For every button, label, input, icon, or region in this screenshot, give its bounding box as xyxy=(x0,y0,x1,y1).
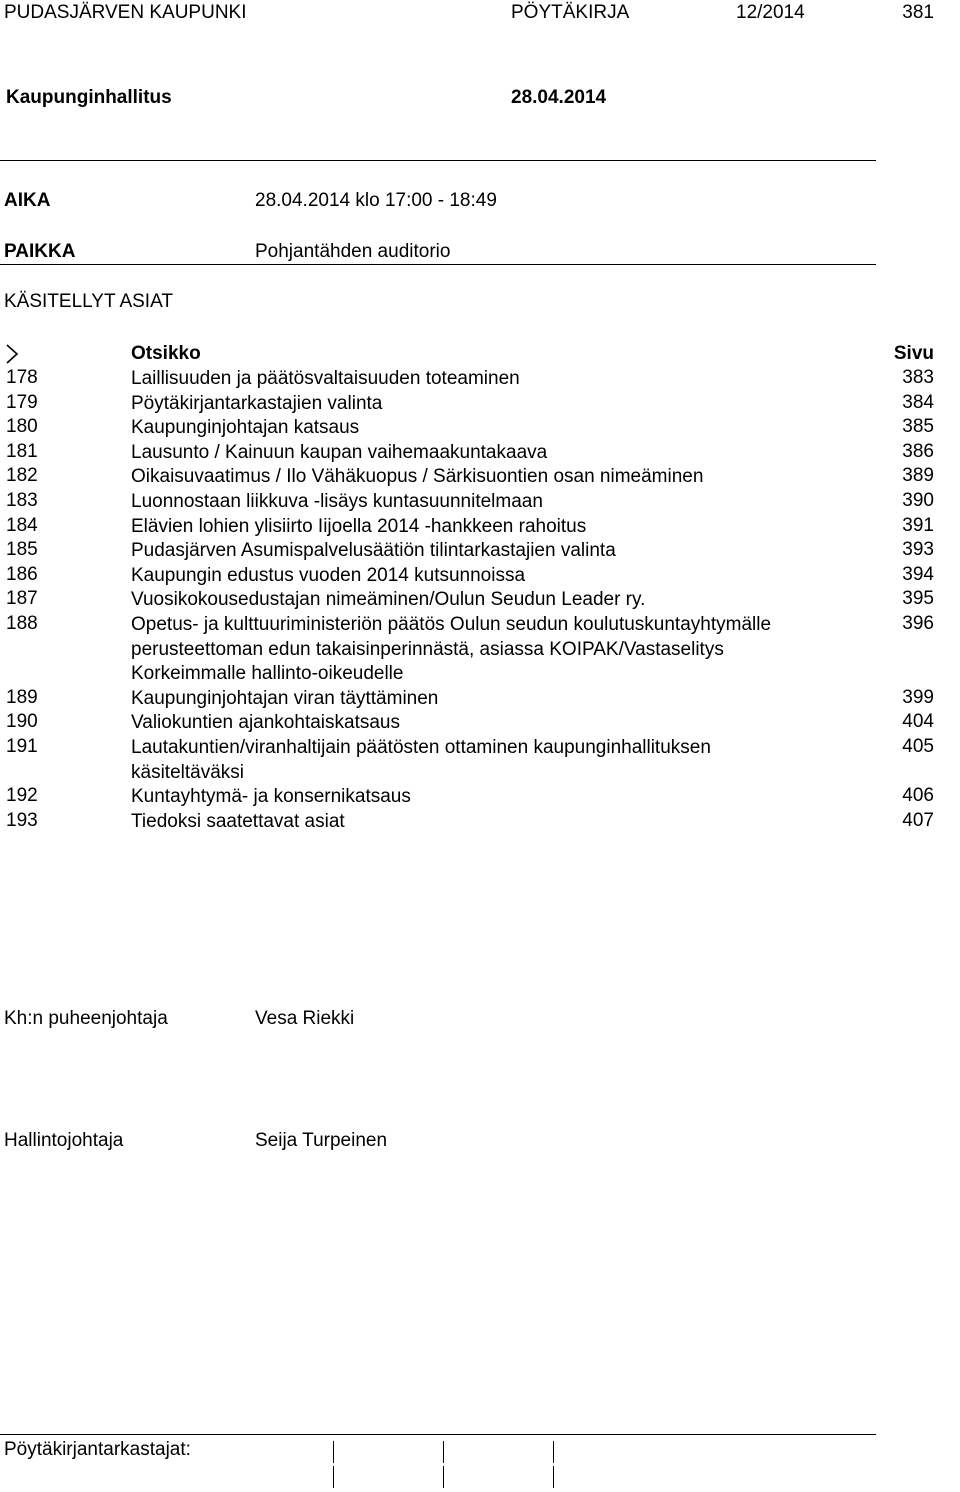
agenda-item-number: 186 xyxy=(6,563,38,585)
secretary-label: Hallintojohtaja xyxy=(4,1130,124,1151)
agenda-item-number: 182 xyxy=(6,465,38,487)
secretary-name: Seija Turpeinen xyxy=(255,1130,388,1151)
signature-box-3b xyxy=(553,1466,554,1488)
place-value: Pohjantähden auditorio xyxy=(255,241,451,262)
agenda-item-page: 396 xyxy=(902,613,934,634)
header-divider xyxy=(0,160,876,161)
meeting-info-divider xyxy=(0,264,876,265)
chair-label: Kh:n puheenjohtaja xyxy=(4,1008,168,1029)
agenda-item-number: 185 xyxy=(6,539,38,561)
agenda-item-page: 383 xyxy=(902,367,934,388)
agenda-item-page: 385 xyxy=(902,416,934,438)
agenda-item-number: 179 xyxy=(6,391,38,413)
agenda-item-page: 399 xyxy=(902,686,934,708)
agenda-item-page: 404 xyxy=(902,711,934,733)
chair-name: Vesa Riekki xyxy=(255,1008,355,1029)
agenda-item-title: Korkeimmalle hallinto-oikeudelle xyxy=(131,663,404,685)
agenda-item-number: 188 xyxy=(6,613,38,634)
document-type: PÖYTÄKIRJA xyxy=(511,2,630,23)
agenda-item-page: 394 xyxy=(902,563,934,585)
agenda-item-title: Opetus- ja kulttuuriministeriön päätös Oulun seudun koulutuskuntayhtymälle xyxy=(131,614,772,635)
time-label: AIKA xyxy=(4,190,51,211)
agenda-item-page: 389 xyxy=(902,465,934,487)
agenda-item-number: 187 xyxy=(6,588,38,610)
agenda-item-number: 190 xyxy=(6,711,38,733)
agenda-heading: KÄSITELLYT ASIAT xyxy=(4,291,173,312)
protocol-number: 12/2014 xyxy=(736,2,805,23)
agenda-item-number: 192 xyxy=(6,785,38,807)
agenda-item-number: 191 xyxy=(6,736,38,757)
agenda-item-title: Oikaisuvaatimus / Ilo Vähäkuopus / Särkisuontien osan nimeäminen xyxy=(131,466,704,488)
agenda-item-number: 193 xyxy=(6,809,38,831)
agenda-item-page: 390 xyxy=(902,490,934,511)
agenda-item-page: 386 xyxy=(902,440,934,462)
agenda-item-title: Lausunto / Kainuun kaupan vaihemaakuntakaava xyxy=(131,441,548,463)
signature-box-2a xyxy=(443,1441,444,1463)
agenda-item-number: 183 xyxy=(6,490,38,511)
agenda-item-title: Kaupunginjohtajan viran täyttäminen xyxy=(131,687,439,709)
agenda-item-title: Kuntayhtymä- ja konsernikatsaus xyxy=(131,786,411,808)
agenda-item-title: Tiedoksi saatettavat asiat xyxy=(131,810,345,832)
time-value: 28.04.2014 klo 17:00 - 18:49 xyxy=(255,190,497,211)
agenda-item-number: 178 xyxy=(6,367,38,388)
signature-box-1b xyxy=(333,1466,334,1488)
agenda-item-title: Elävien lohien ylisiirto Iijoella 2014 -hankkeen rahoitus xyxy=(131,515,587,537)
agenda-item-page: 384 xyxy=(902,391,934,413)
page-number: 381 xyxy=(902,2,934,23)
agenda-item-title: Luonnostaan liikkuva -lisäys kuntasuunnitelmaan xyxy=(131,491,543,512)
agenda-item-number: 180 xyxy=(6,416,38,438)
agenda-item-title: Vuosikokousedustajan nimeäminen/Oulun Seudun Leader ry. xyxy=(131,589,646,611)
column-header-title: Otsikko xyxy=(131,343,201,364)
signature-box-1a xyxy=(333,1441,334,1463)
agenda-item-page: 393 xyxy=(902,539,934,561)
agenda-item-title: Lautakuntien/viranhaltijain päätösten ottaminen kaupunginhallituksen xyxy=(131,737,711,758)
agenda-item-page: 391 xyxy=(902,514,934,536)
meeting-date: 28.04.2014 xyxy=(511,87,607,108)
agenda-item-title: käsiteltäväksi xyxy=(131,761,244,783)
reviewers-label: Pöytäkirjantarkastajat: xyxy=(4,1439,191,1460)
agenda-item-page: 395 xyxy=(902,588,934,610)
agenda-item-title: Pöytäkirjantarkastajien valinta xyxy=(131,392,383,414)
column-header-page: Sivu xyxy=(893,343,934,364)
governing-body: Kaupunginhallitus xyxy=(6,87,172,108)
agenda-item-number: 189 xyxy=(6,686,38,708)
agenda-item-title: perusteettoman edun takaisinperinnästä, asiassa KOIPAK/Vastaselitys xyxy=(131,638,724,660)
municipality-name: PUDASJÄRVEN KAUPUNKI xyxy=(4,2,247,23)
footer-divider xyxy=(0,1434,876,1435)
agenda-item-title: Kaupunginjohtajan katsaus xyxy=(131,417,360,439)
agenda-item-number: 181 xyxy=(6,440,38,462)
agenda-item-page: 405 xyxy=(902,736,934,757)
agenda-item-title: Laillisuuden ja päätösvaltaisuuden toteaminen xyxy=(131,368,520,389)
agenda-item-title: Kaupungin edustus vuoden 2014 kutsunnoissa xyxy=(131,564,526,586)
signature-box-3a xyxy=(553,1441,554,1463)
row-marker-icon xyxy=(6,342,20,369)
agenda-item-page: 406 xyxy=(902,785,934,807)
signature-box-2b xyxy=(443,1466,444,1488)
agenda-item-number: 184 xyxy=(6,514,38,536)
place-label: PAIKKA xyxy=(4,241,76,262)
agenda-item-title: Valiokuntien ajankohtaiskatsaus xyxy=(131,712,400,734)
agenda-item-title: Pudasjärven Asumispalvelusäätiön tilintarkastajien valinta xyxy=(131,540,616,562)
agenda-item-page: 407 xyxy=(902,809,934,831)
